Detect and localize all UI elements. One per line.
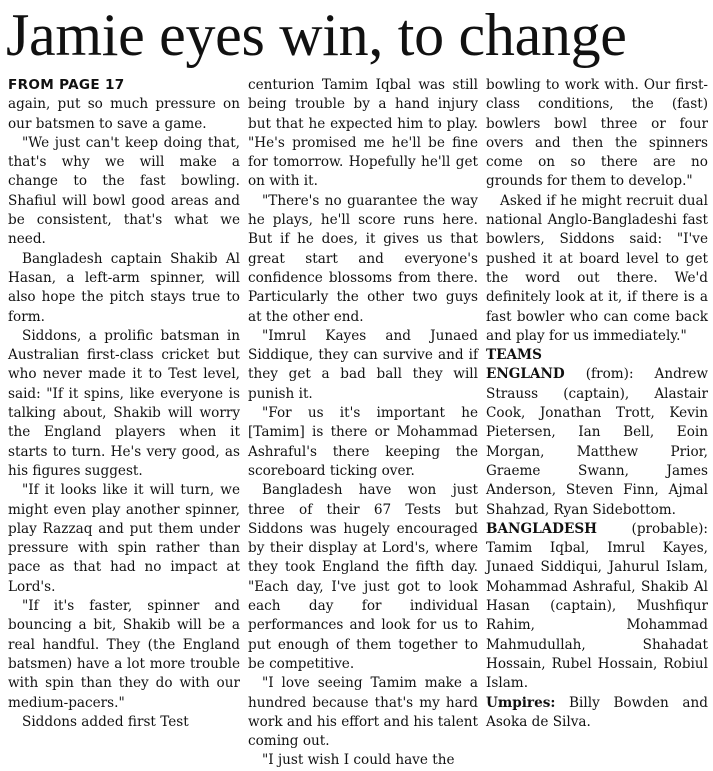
paragraph: "I love seeing Tamim make a hundred because that's my hard work and his effort and his talent coming out. — [248, 675, 478, 750]
paragraph: "We just can't keep doing that, that's why we will make a change to the fast bowling. Shafiul will bowl good areas and be consistent, that's what we need. — [8, 134, 240, 248]
paragraph: "There's no guarantee the way he plays, he'll score runs here. But if he does, it gives us that great start and everyone's confidence blossoms from there. Particularly the other two guys at the other end. — [248, 192, 478, 325]
umpires — [486, 694, 708, 733]
continued-from-label: FROM PAGE 17 — [8, 77, 125, 93]
umpires-names: Billy Bowden and Asoka de Silva. — [486, 694, 708, 730]
paragraph: again, put so much pressure on our batsmen to save a game. — [8, 96, 240, 132]
paragraph: Bangladesh have won just three of their 67 Tests but Siddons was hugely encouraged by their display at Lord's, where they took England the fifth day. "Each day, I've just got to look each day for individual performances and look for us to put enough of them together to be competitive. — [248, 482, 478, 672]
england-label: ENGLAND — [486, 366, 565, 383]
paragraph: "If it's faster, spinner and bouncing a bit, Shakib will be a real handful. They (the England batsmen) have a lot more trouble with spin than they do with our medium-pacers." — [8, 598, 240, 711]
column-2 — [248, 76, 478, 771]
bangladesh-players: (probable): Tamim Iqbal, Imrul Kayes, Junaed Siddiqui, Jahurul Islam, Mohammad Ashraful, Shakib Al Hasan (captain), Mushfiqur Rahim, Mohammad Mahmudullah, Shahadat Hossain, Rubel Hossain, Robiul Islam. — [486, 520, 708, 692]
paragraph: bowling to work with. Our first-class conditions, the (fast) bowlers bowl three or four overs and then the spinners come on so there are no grounds for them to develop." — [486, 77, 708, 190]
paragraph: Asked if he might recruit dual national Anglo-Bangladeshi fast bowlers, Siddons said: "I've pushed it at board level to get the word out there. We'd definitely look at it, if there is a fast bowler who can come back and play for us immediately." — [486, 192, 708, 344]
paragraph: Bangladesh captain Shakib Al Hasan, a left-arm spinner, will also hope the pitch stays true to form. — [8, 250, 240, 325]
column-1 — [8, 76, 240, 771]
paragraph: "For us it's important he [Tamim] is there or Mohammad Ashraful's there keeping the scoreboard ticking over. — [248, 405, 478, 479]
england-players: (from): Andrew Strauss (captain), Alastair Cook, Jonathan Trott, Kevin Pietersen, Ian Bell, Eoin Morgan, Matthew Prior, Graeme Swann, James Anderson, Steven Finn, Ajmal Shahzad, Ryan Sidebottom. — [486, 366, 708, 518]
paragraph: Siddons added first Test — [22, 713, 189, 730]
paragraph: Siddons, a prolific batsman in Australian first-class cricket but who never made it to Test level, said: "If it spins, like everyone is talking about, Shakib will worry the England players when it starts to turn. He's very good, as his figures suggest. — [8, 327, 240, 479]
paragraph: "Imrul Kayes and Junaed Siddique, they can survive and if they get a bad ball they will punish it. — [248, 327, 478, 402]
article-columns — [8, 76, 708, 769]
paragraph: "I just wish I could have the — [262, 752, 455, 769]
column-3 — [486, 76, 708, 771]
bangladesh-team — [486, 520, 708, 694]
england-team — [486, 365, 708, 519]
teams-heading: TEAMS — [486, 347, 542, 364]
headline: Jamie eyes win, to change — [6, 2, 627, 68]
paragraph: centurion Tamim Iqbal was still being trouble by a hand injury but that he expected him to play. "He's promised me he'll be fine for tomorrow. Hopefully he'll get on with it. — [248, 77, 478, 190]
bangladesh-label: BANGLADESH — [486, 520, 597, 537]
paragraph: "If it looks like it will turn, we might even play another spinner, play Razzaq and put them under pressure with spin rather than pace as that had no impact at Lord's. — [8, 482, 240, 595]
umpires-label: Umpires: — [486, 694, 556, 711]
